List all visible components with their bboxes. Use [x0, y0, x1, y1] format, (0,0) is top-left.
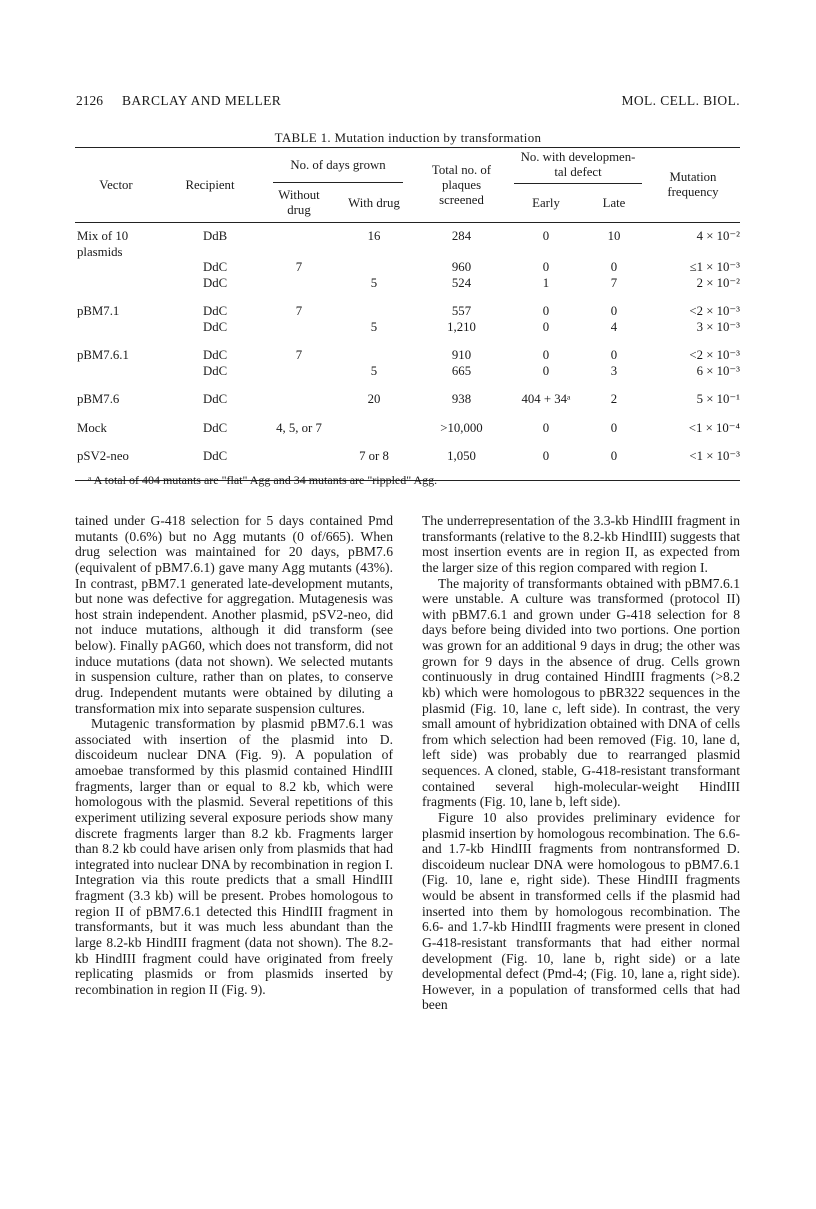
paragraph: tained under G-418 selection for 5 days contained Pmd mutants (0.6%) but no Agg mutants (0 of/665). When drug selection was maintained for 20 days, pBM7.6 (equivalent of pBM7.6.1) gave many Agg mutants (43%). In contrast, pBM7.1 generated late-development mutants, but none was defective for aggregation. Mutagenesis was host strain independent. Another plasmid, pSV2-neo, did not induce mutations, although it did transform (see below). Finally pAG60, which does not transform, did not induce mutations (data not shown). We selected mutants in suspension culture, rather than on plates, to conserve drug. Independent mutants were obtained by diluting a transformation mix into separate suspension cultures.: [75, 513, 393, 716]
cell-early: 0: [542, 260, 550, 274]
cell-without-drug: [263, 276, 335, 292]
cell-frequency: <1 × 10⁻⁴: [688, 420, 740, 435]
cell-without-drug: [263, 320, 335, 336]
paragraph: The underrepresentation of the 3.3-kb HindIII fragment in transformants (relative to the 8.2-kb HindIII) suggests that most insertion events are in region II, as expected from the larger size of this region compared with region I.: [422, 513, 740, 575]
cell-recipient: DdC: [203, 260, 228, 274]
table-row: [75, 449, 740, 465]
cell-total: 557: [451, 304, 472, 318]
cell-total: >10,000: [440, 420, 483, 435]
cell-frequency: <2 × 10⁻³: [689, 348, 740, 362]
cell-late: 10: [607, 229, 621, 243]
cell-late: 4: [610, 319, 618, 334]
cell-total: 1,050: [447, 449, 476, 463]
table-row: [75, 276, 740, 292]
cell-without-drug: 4, 5, or 7: [276, 420, 322, 435]
cell-without-drug: [263, 364, 335, 380]
cell-late: 0: [610, 348, 618, 362]
table-row: [75, 392, 740, 408]
cell-without-drug: 7: [295, 348, 303, 362]
table-row: [75, 223, 740, 245]
cell-frequency: <2 × 10⁻³: [689, 304, 740, 318]
mutation-table: [75, 147, 740, 481]
body-column-left: [75, 513, 393, 997]
cell-early: 0: [542, 449, 550, 463]
cell-vector: [75, 276, 157, 292]
table-row: [75, 320, 740, 336]
cell-recipient: DdC: [203, 319, 228, 334]
cell-late: 0: [610, 304, 618, 318]
cell-frequency: 3 × 10⁻³: [696, 319, 740, 334]
cell-total: 960: [451, 260, 472, 274]
cell-late: 0: [610, 449, 618, 463]
cell-vector: [75, 260, 157, 276]
cell-frequency: 4 × 10⁻²: [696, 229, 740, 243]
cell-with-drug: [335, 348, 413, 364]
cell-vector: pBM7.6.1: [77, 348, 129, 362]
cell-vector: plasmids: [77, 244, 123, 259]
cell-vector: Mix of 10: [77, 229, 129, 243]
header-total-plaques: Total no. of plaques screened: [413, 148, 510, 223]
cell-early: 0: [542, 420, 550, 435]
cell-recipient: DdC: [203, 275, 228, 290]
cell-recipient: DdB: [203, 229, 228, 243]
running-authors: BARCLAY AND MELLER: [122, 93, 282, 108]
cell-early: 0: [542, 348, 550, 362]
paragraph: The majority of transformants obtained with pBM7.6.1 were unstable. A culture was transformed (protocol II) with pBM7.6.1 and grown under G-418 selection for 8 days before being divided into two portions. One portion was grown for an additional 9 days in drug; the other was grown for 9 days in the absence of drug. Cells grown continuously in drug contained HindIII fragments (>8.2 kb) which were homologous to pBR322 sequences in the plasmid (Fig. 10, lane c, left side). In contrast, the very small amount of hybridization obtained with DNA of cells from which selection had been removed (Fig. 10, lane d, left side) was probably due to rearranged plasmid sequences. A cloned, stable, G-418-resistant transformant contained several high-molecular-weight HindIII fragments (Fig. 10, lane b, left side).: [422, 575, 740, 810]
page-number: 2126: [76, 93, 103, 108]
table-footnote: ᵃ A total of 404 mutants are "flat" Agg and 34 mutants are "rippled" Agg.: [88, 473, 438, 487]
cell-without-drug: [263, 392, 335, 408]
cell-late: 0: [610, 260, 618, 274]
table-row: [75, 348, 740, 364]
cell-with-drug: 7 or 8: [359, 449, 389, 463]
cell-frequency: 6 × 10⁻³: [696, 363, 740, 378]
cell-without-drug: 7: [295, 304, 303, 318]
cell-recipient: DdC: [203, 449, 228, 463]
cell-vector: pBM7.1: [77, 304, 120, 318]
cell-vector: Mock: [77, 420, 107, 435]
cell-with-drug: 20: [367, 392, 381, 406]
cell-vector: [75, 364, 157, 380]
cell-with-drug: [335, 260, 413, 276]
cell-without-drug: 7: [295, 260, 303, 274]
header-vector: Vector: [75, 148, 157, 223]
cell-early: 0: [542, 304, 550, 318]
cell-with-drug: [335, 304, 413, 320]
header-early: Early: [510, 184, 582, 223]
cell-with-drug: 16: [367, 229, 381, 243]
cell-total: 938: [451, 392, 472, 406]
cell-recipient: DdC: [203, 392, 228, 406]
header-recipient: Recipient: [157, 148, 263, 223]
header-late: Late: [582, 184, 646, 223]
cell-without-drug: [263, 449, 335, 465]
cell-vector: pSV2-neo: [77, 449, 129, 463]
cell-frequency: 5 × 10⁻¹: [696, 392, 740, 406]
cell-with-drug: 5: [370, 363, 378, 378]
header-developmental-defect: No. with developmen- tal defect: [514, 148, 642, 184]
cell-early: 0: [542, 319, 550, 334]
cell-late: 3: [610, 363, 618, 378]
cell-late: 2: [610, 392, 618, 406]
cell-early: 404 + 34ᵃ: [521, 392, 571, 406]
cell-vector: pBM7.6: [77, 392, 120, 406]
cell-early: 0: [542, 363, 550, 378]
running-header: [76, 93, 740, 113]
cell-total: 524: [451, 275, 472, 290]
cell-recipient: DdC: [203, 420, 228, 435]
cell-frequency: <1 × 10⁻³: [689, 449, 740, 463]
cell-with-drug: 5: [370, 275, 378, 290]
body-column-right: [422, 513, 740, 1013]
cell-without-drug: [263, 223, 335, 245]
header-mutation-frequency: Mutation frequency: [646, 148, 740, 223]
table-row: [75, 245, 740, 261]
header-days-grown: No. of days grown: [273, 150, 403, 183]
table-row: [75, 421, 740, 437]
table-row: [75, 364, 740, 380]
cell-frequency: ≤1 × 10⁻³: [689, 260, 740, 274]
cell-with-drug: 5: [370, 319, 378, 334]
cell-recipient: DdC: [203, 348, 228, 362]
header-without-drug: Without drug: [263, 184, 335, 223]
journal-name: MOL. CELL. BIOL.: [621, 93, 740, 108]
table-row: [75, 304, 740, 320]
paragraph: Mutagenic transformation by plasmid pBM7.6.1 was associated with insertion of the plasmid into D. discoideum nuclear DNA (Fig. 9). A population of amoebae transformed by this plasmid contained HindIII fragments, larger than or equal to 8.2 kb, which were homologous with the plasmid. Several repetitions of this experiment utilizing several exposure periods show many discrete fragments larger than 8.2 kb. Fragments larger than 8.2 kb could have arisen only from plasmids that had integrated into nuclear DNA by recombination in region I. Integration via this route predicts that a small HindIII fragment (3.3 kb) will be present. Probes homologous to region II of pBM7.6.1 detected this HindIII fragment in transformants, but it was much less abundant than the large 8.2-kb HindIII fragment (data not shown). The 8.2-kb HindIII fragment could have originated from freely replicating plasmids or from plasmids inserted by recombination in region II (Fig. 9).: [75, 716, 393, 997]
cell-with-drug: [335, 421, 413, 437]
cell-recipient: DdC: [203, 363, 228, 378]
cell-early: 0: [542, 229, 550, 243]
cell-late: 7: [610, 275, 618, 290]
cell-total: 284: [451, 229, 472, 243]
cell-recipient: DdC: [203, 304, 228, 318]
table-title: TABLE 1. Mutation induction by transformation: [274, 130, 542, 145]
table-row: [75, 260, 740, 276]
cell-total: 665: [451, 363, 472, 378]
cell-total: 910: [451, 348, 472, 362]
cell-total: 1,210: [447, 319, 476, 334]
paragraph: Figure 10 also provides preliminary evidence for plasmid insertion by homologous recombination. The 6.6- and 1.7-kb HindIII fragments from nontransformed D. discoideum nuclear DNA were homologous to pBM7.6.1 (Fig. 10, lane e, right side). These HindIII fragments would be absent in transformed cells if the plasmid had inserted into them by homologous recombination. The 6.6- and 1.7-kb HindIII fragments were present in cloned G-418-resistant transformants that had either normal development (Fig. 10, lane b, right side) or a late developmental defect (Pmd-4; (Fig. 10, lane a, right side). However, in a population of transformed cells that had been: [422, 809, 740, 1013]
cell-early: 1: [542, 275, 550, 290]
cell-frequency: 2 × 10⁻²: [696, 275, 740, 290]
cell-vector: [75, 320, 157, 336]
header-with-drug: With drug: [335, 184, 413, 223]
cell-late: 0: [610, 420, 618, 435]
